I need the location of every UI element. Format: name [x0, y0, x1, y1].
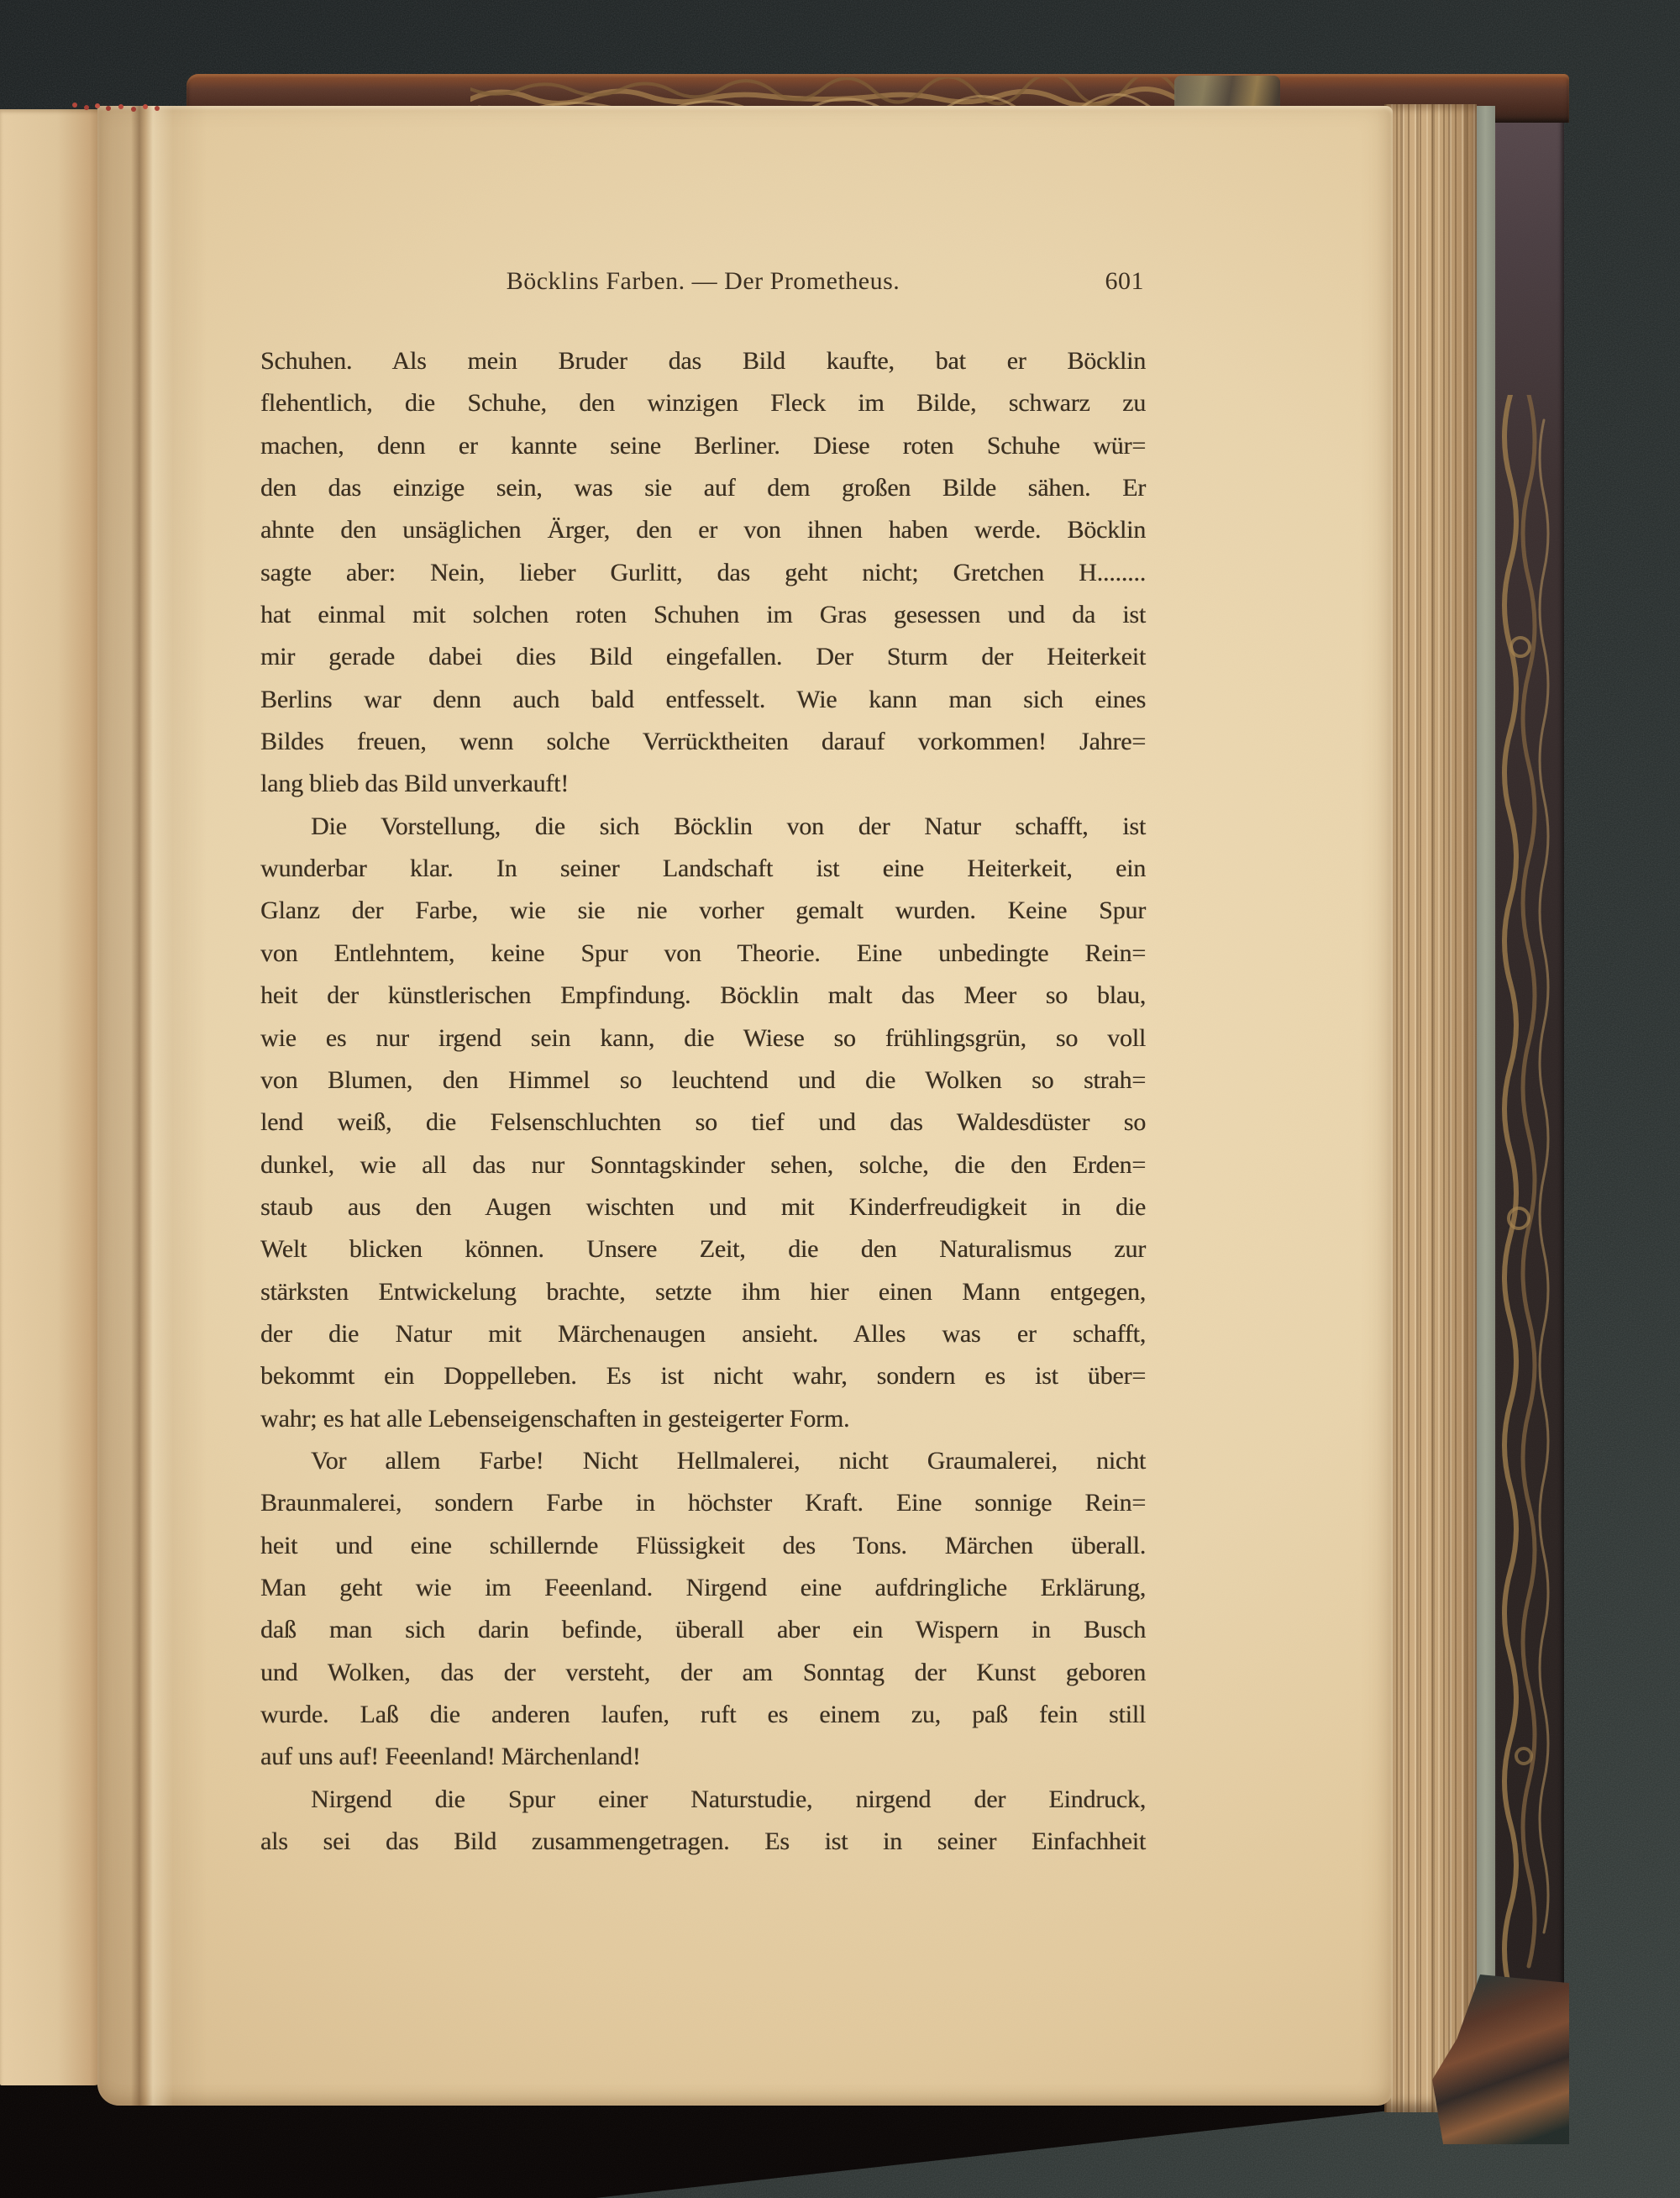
text-line: flehentlich, die Schuhe, den winzigen Fleck im Bilde, schwarz zu: [260, 389, 1146, 418]
text-line: und Wolken, das der versteht, der am Sonntag der Kunst geboren: [260, 1658, 1146, 1686]
page-number: 601: [1105, 267, 1144, 295]
text-line: hat einmal mit solchen roten Schuhen im Gras gesessen und da ist: [260, 601, 1146, 629]
text-line: Bildes freuen, wenn solche Verrücktheiten darauf vorkommen! Jahre=: [260, 728, 1146, 756]
text-line: Welt blicken können. Unsere Zeit, die den Naturalismus zur: [260, 1235, 1146, 1264]
text-line: den das einzige sein, was sie auf dem großen Bilde sähen. Er: [260, 474, 1146, 502]
text-line: Die Vorstellung, die sich Böcklin von der Natur schafft, ist: [311, 812, 1146, 840]
text-line: machen, denn er kannte seine Berliner. Diese roten Schuhe wür=: [260, 431, 1146, 460]
book-page: [97, 106, 1393, 2106]
text-line: ahnte den unsäglichen Ärger, den er von ihnen haben werde. Böcklin: [260, 516, 1146, 544]
facing-page-edge: [0, 109, 104, 2085]
text-line: wurde. Laß die anderen laufen, ruft es einem zu, paß fein still: [260, 1701, 1146, 1728]
text-line: daß man sich darin befinde, überall aber ein Wispern in Busch: [260, 1616, 1146, 1644]
text-line: Glanz der Farbe, wie sie nie vorher gemalt wurden. Keine Spur: [260, 897, 1146, 925]
text-line: von Blumen, den Himmel so leuchtend und die Wolken so strah=: [260, 1065, 1146, 1094]
page-stack-fore-edge: [1384, 104, 1477, 2112]
text-line: heit der künstlerischen Empfindung. Böcklin malt das Meer so blau,: [260, 981, 1146, 1010]
text-line: Schuhen. Als mein Bruder das Bild kaufte, bat er Böcklin: [260, 347, 1146, 375]
emboss-swirl-pattern-right: [1497, 395, 1557, 1991]
text-line: als sei das Bild zusammengetragen. Es ist in seiner Einfachheit: [260, 1827, 1146, 1856]
text-line: lend weiß, die Felsenschluchten so tief und das Waldesdüster so: [260, 1108, 1146, 1137]
text-line: bekommt ein Doppelleben. Es ist nicht wahr, sondern es ist über=: [260, 1362, 1146, 1391]
text-line: der die Natur mit Märchenaugen ansieht. Alles was er schafft,: [260, 1319, 1146, 1348]
text-line: lang blieb das Bild unverkauft!: [260, 770, 570, 798]
text-line: stärksten Entwickelung brachte, setzte ihm hier einen Mann entgegen,: [260, 1277, 1146, 1306]
red-speckled-edge: [72, 103, 77, 108]
text-line: Berlins war denn auch bald entfesselt. Wie kann man sich eines: [260, 685, 1146, 713]
text-line: heit und eine schillernde Flüssigkeit des Tons. Märchen überall.: [260, 1531, 1146, 1559]
gutter-crease: [97, 106, 232, 2106]
text-line: Vor allem Farbe! Nicht Hellmalerei, nicht Graumalerei, nicht: [311, 1446, 1146, 1475]
body-text: [260, 340, 1146, 1863]
text-line: sagte aber: Nein, lieber Gurlitt, das geht nicht; Gretchen H........: [260, 558, 1146, 586]
text-line: Nirgend die Spur einer Naturstudie, nirgend der Eindruck,: [311, 1785, 1146, 1813]
page-header: [260, 267, 1146, 304]
running-title: Böcklins Farben. — Der Prometheus.: [506, 267, 900, 295]
text-line: auf uns auf! Feeenland! Märchenland!: [260, 1743, 641, 1771]
text-line: wunderbar klar. In seiner Landschaft ist eine Heiterkeit, ein: [260, 854, 1146, 883]
text-line: dunkel, wie all das nur Sonntagskinder sehen, solche, die den Erden=: [260, 1150, 1146, 1179]
text-line: staub aus den Augen wischten und mit Kinderfreudigkeit in die: [260, 1192, 1146, 1221]
text-line: Braunmalerei, sondern Farbe in höchster Kraft. Eine sonnige Rein=: [260, 1489, 1146, 1517]
text-line: wahr; es hat alle Lebenseigenschaften in gesteigerter Form.: [260, 1404, 850, 1433]
text-line: wie es nur irgend sein kann, die Wiese so frühlingsgrün, so voll: [260, 1023, 1146, 1052]
text-line: mir gerade dabei dies Bild eingefallen. Der Sturm der Heiterkeit: [260, 643, 1146, 671]
text-line: Man geht wie im Feeenland. Nirgend eine aufdringliche Erklärung,: [260, 1573, 1146, 1601]
text-line: von Entlehntem, keine Spur von Theorie. Eine unbedingte Rein=: [260, 939, 1146, 967]
